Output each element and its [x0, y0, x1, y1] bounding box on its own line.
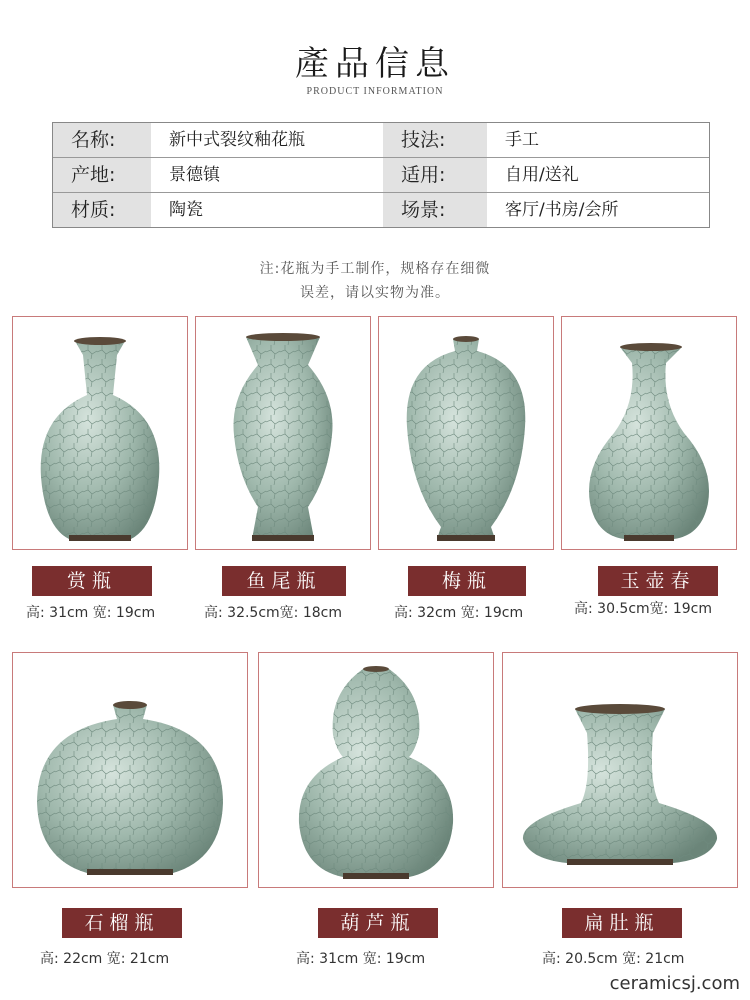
product-label: 扁肚瓶	[562, 908, 682, 938]
info-row	[53, 193, 709, 227]
vase-illustration	[13, 653, 247, 887]
product-label: 赏瓶	[32, 566, 152, 596]
product-dimensions: 高: 22cm 宽: 21cm	[40, 951, 170, 967]
info-label: 技法:	[383, 123, 487, 157]
product-dimensions: 高: 20.5cm 宽: 21cm	[542, 951, 685, 967]
product-image-flat-belly-vase	[502, 652, 738, 888]
info-value: 景德镇	[169, 165, 220, 185]
info-table	[52, 122, 710, 228]
vase-illustration	[196, 317, 370, 549]
product-label: 鱼尾瓶	[222, 566, 346, 596]
page-title: 產品信息	[295, 44, 455, 84]
product-dimensions: 高: 31cm 宽: 19cm	[26, 605, 156, 621]
product-dimensions: 高: 31cm 宽: 19cm	[296, 951, 426, 967]
product-image-pomegranate-vase	[12, 652, 248, 888]
product-label: 玉壶春	[598, 566, 718, 596]
note-line-2: 误差，请以实物为准。	[300, 285, 450, 301]
product-image-plum-vase	[378, 316, 554, 550]
info-label: 适用:	[383, 158, 487, 192]
product-image-gourd-vase	[258, 652, 494, 888]
info-value: 客厅/书房/会所	[505, 200, 619, 220]
info-value: 陶瓷	[169, 200, 203, 220]
info-value: 手工	[505, 130, 539, 150]
product-dimensions: 高: 32.5cm宽: 18cm	[204, 605, 342, 621]
product-label: 石榴瓶	[62, 908, 182, 938]
note-line-1: 注:花瓶为手工制作，规格存在细微	[259, 261, 491, 277]
vase-illustration	[259, 653, 493, 887]
product-label: 梅瓶	[408, 566, 526, 596]
vase-illustration	[503, 653, 737, 887]
product-image-shang-vase	[12, 316, 188, 550]
info-row	[53, 158, 709, 192]
watermark: ceramicsj.com	[609, 973, 740, 994]
vase-illustration	[13, 317, 187, 549]
info-label: 材质:	[53, 193, 151, 227]
product-dimensions: 高: 30.5cm宽: 19cm	[574, 601, 712, 617]
product-image-yuhuchun-vase	[561, 316, 737, 550]
page-subtitle: PRODUCT INFORMATION	[306, 86, 444, 97]
vase-illustration	[379, 317, 553, 549]
info-value: 新中式裂纹釉花瓶	[169, 130, 305, 150]
product-image-fishtail-vase	[195, 316, 371, 550]
info-label: 产地:	[53, 158, 151, 192]
info-label: 场景:	[383, 193, 487, 227]
vase-illustration	[562, 317, 736, 549]
info-value: 自用/送礼	[505, 165, 579, 185]
product-dimensions: 高: 32cm 宽: 19cm	[394, 605, 524, 621]
info-label: 名称:	[53, 123, 151, 157]
product-label: 葫芦瓶	[318, 908, 438, 938]
info-row	[53, 123, 709, 157]
